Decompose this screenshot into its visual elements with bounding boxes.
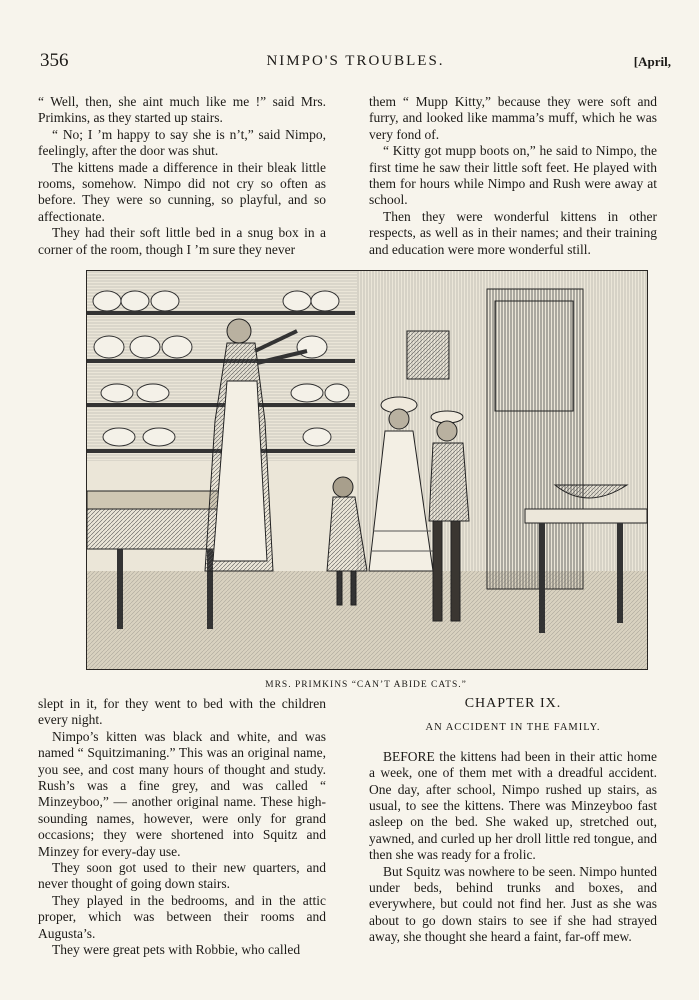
engraving-illustration	[86, 270, 648, 670]
paragraph: slept in it, for they went to bed with the children every night.	[38, 696, 326, 728]
open-door	[487, 289, 583, 589]
column-top-right	[369, 94, 657, 258]
chapter-subtitle: AN ACCIDENT IN THE FAMILY.	[425, 722, 601, 734]
paragraph: They had their soft little bed in a snug box in a corner of the room, though I ’m sure they never	[38, 225, 326, 257]
paragraph: But Squitz was nowhere to be seen. Nimpo hunted under beds, behind trunks and boxes, and everywhere, but could not find her. Just as she was about to go down stairs to see if she had strayed away, she thought she heard a faint, far-off mew.	[369, 863, 657, 945]
paragraph: They played in the bedrooms, and in the attic proper, which was between their rooms and Augusta’s.	[38, 892, 326, 941]
paragraph: “ Well, then, she aint much like me !” said Mrs. Primkins, as they started up stairs.	[38, 94, 326, 126]
month-label: [April,	[633, 54, 671, 69]
chapter-title: CHAPTER IX.	[464, 696, 562, 711]
paragraph: They soon got used to their new quarters, and never thought of going down stairs.	[38, 860, 326, 892]
paragraph: “ Kitty got mupp boots on,” he said to Nimpo, the first time he saw their little soft feet. He played with them for hours while Nimpo and Rush were away at school.	[369, 143, 657, 208]
kitchen-scene-engraving	[87, 271, 647, 669]
paragraph: Nimpo’s kitten was black and white, and was named “ Squitzimaning.” This was an original name, you see, and cost many hours of thought and study. Rush’s was a fine grey, and was called “ Minzeyboo,” — another original name. These high-sounding names, however, were only for grand occasions; they were shortened into Squitz and Minzey for every-day use.	[38, 728, 326, 859]
column-bottom-right	[369, 696, 657, 946]
paragraph: The kittens made a difference in their bleak little rooms, somehow. Nimpo did not cry so often as before. They were so cunning, so playful, and so affectionate.	[38, 159, 326, 224]
page-number: 356	[40, 50, 69, 71]
column-top-left	[38, 94, 326, 258]
wall-mirror	[407, 331, 449, 379]
paragraph: Then they were wonderful kittens in other respects, as well as in their names; and their training and education were more wonderful still.	[369, 208, 657, 257]
paragraph: BEFORE the kittens had been in their attic home a week, one of them met with a dreadful accident. One day, after school, Nimpo rushed up stairs, as usual, to see the kittens. There was Minzeyboo fast asleep on the bed. She waked up, stretched out, yawned, and curled up her droll little red tongue, and then she was ready for a frolic.	[369, 748, 657, 863]
paragraph: “ No; I ’m happy to say she is n’t,” said Nimpo, feelingly, after the door was shut.	[38, 126, 326, 159]
running-title: NIMPO'S TROUBLES.	[266, 53, 445, 69]
illustration-caption: MRS. PRIMKINS “CAN’T ABIDE CATS.”	[265, 680, 467, 690]
page-header	[40, 50, 671, 74]
paragraph: them “ Mupp Kitty,” because they were soft and furry, and looked like mamma’s muff, which he was very fond of.	[369, 94, 657, 142]
paragraph: They were great pets with Robbie, who called	[52, 942, 301, 958]
column-bottom-left	[38, 696, 326, 959]
